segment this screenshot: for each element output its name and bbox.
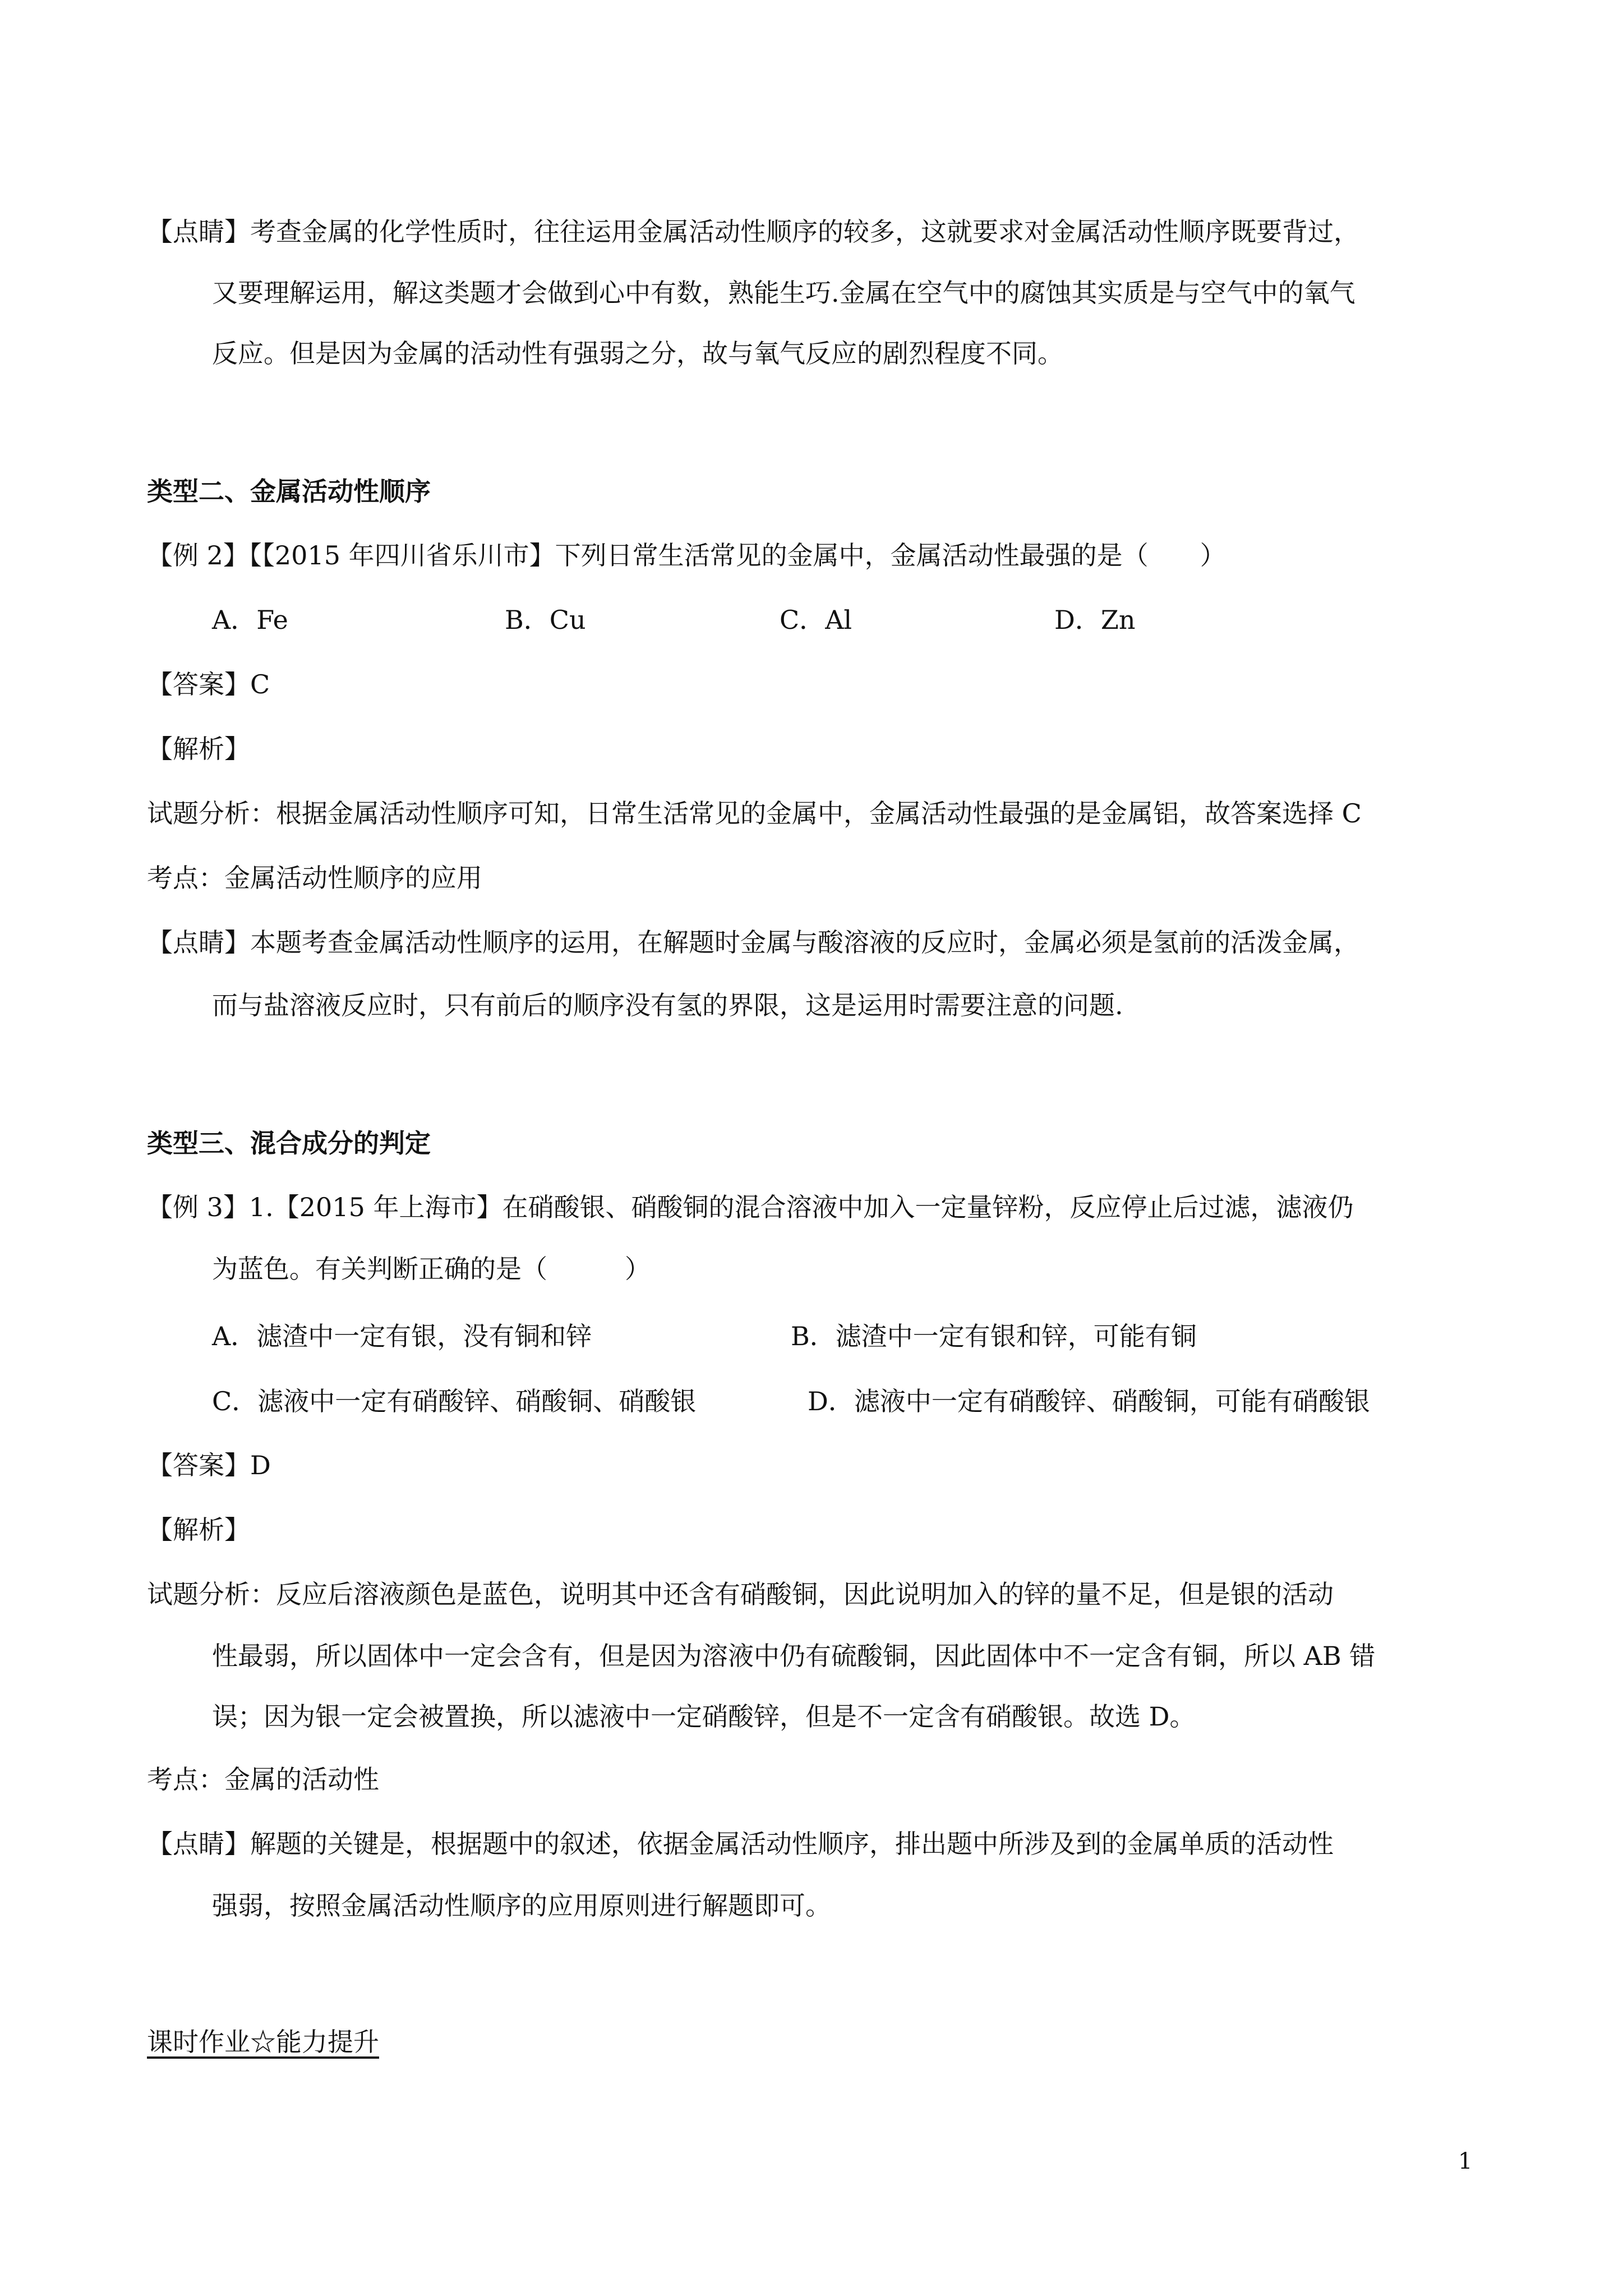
example-2-option-d: D．Zn (1054, 605, 1136, 635)
page-number: 1 (1458, 2148, 1473, 2174)
example-3-kaodian: 考点：金属的活动性 (147, 1764, 379, 1795)
example-2-question: 【例 2】【【2015 年四川省乐川市】下列日常生活常见的金属中，金属活动性最强的是（ ） (147, 540, 1226, 570)
example-3-analysis-3: 误；因为银一定会被置换，所以滤液中一定硝酸锌，但是不一定含有硝酸银。故选 D。 (212, 1701, 1196, 1732)
example-3-option-a: A．滤渣中一定有银，没有铜和锌 (212, 1321, 592, 1351)
example-2-answer: 【答案】C (147, 669, 270, 700)
example-2-kaodian: 考点：金属活动性顺序的应用 (147, 863, 482, 893)
example-3-analysis-label: 【解析】 (147, 1515, 250, 1545)
example-3-option-d: D．滤液中一定有硝酸锌、硝酸铜，可能有硝酸银 (808, 1386, 1370, 1416)
example-2-option-b: B．Cu (505, 605, 586, 635)
dianjing-line-1: 【点睛】考查金属的化学性质时，往往运用金属活动性顺序的较多，这就要求对金属活动性顺序既要背过， (147, 217, 1359, 247)
example-2-dianjing-2: 而与盐溶液反应时，只有前后的顺序没有氢的界限，这是运用时需要注意的问题. (212, 990, 1123, 1020)
dianjing-line-3: 反应。但是因为金属的活动性有强弱之分，故与氧气反应的剧烈程度不同。 (212, 338, 1063, 369)
example-3-question-1: 【例 3】1.【2015 年上海市】在硝酸银、硝酸铜的混合溶液中加入一定量锌粉，反应停止后过滤，滤液仍 (147, 1192, 1354, 1222)
example-3-analysis-1: 试题分析：反应后溶液颜色是蓝色，说明其中还含有硝酸铜，因此说明加入的锌的量不足，但是银的活动 (147, 1579, 1334, 1609)
example-2-option-c: C．Al (780, 605, 852, 635)
homework-heading: 课时作业☆能力提升 (147, 2027, 379, 2057)
example-3-question-2: 为蓝色。有关判断正确的是（ ） (212, 1254, 651, 1284)
example-2-analysis: 试题分析：根据金属活动性顺序可知，日常生活常见的金属中，金属活动性最强的是金属铝，故答案选择 C (147, 798, 1362, 829)
dianjing-line-2: 又要理解运用，解这类题才会做到心中有数，熟能生巧.金属在空气中的腐蚀其实质是与空气中的氧气 (212, 278, 1355, 308)
example-3-option-c: C．滤液中一定有硝酸锌、硝酸铜、硝酸银 (212, 1386, 697, 1416)
example-3-answer: 【答案】D (147, 1450, 271, 1480)
example-2-dianjing-1: 【点睛】本题考查金属活动性顺序的运用，在解题时金属与酸溶液的反应时，金属必须是氢前的活泼金属， (147, 927, 1359, 958)
example-2-analysis-label: 【解析】 (147, 734, 250, 764)
example-2-option-a: A．Fe (212, 605, 288, 635)
example-3-option-b: B．滤渣中一定有银和锌，可能有铜 (791, 1321, 1197, 1351)
example-3-dianjing-2: 强弱，按照金属活动性顺序的应用原则进行解题即可。 (212, 1890, 831, 1921)
example-3-dianjing-1: 【点睛】解题的关键是，根据题中的叙述，依据金属活动性顺序，排出题中所涉及到的金属单质的活动性 (147, 1829, 1334, 1859)
example-3-analysis-2: 性最弱，所以固体中一定会含有，但是因为溶液中仍有硫酸铜，因此固体中不一定含有铜，所以 AB 错 (212, 1641, 1376, 1671)
section-3-heading: 类型三、混合成分的判定 (147, 1128, 431, 1158)
section-2-heading: 类型二、金属活动性顺序 (147, 476, 431, 507)
